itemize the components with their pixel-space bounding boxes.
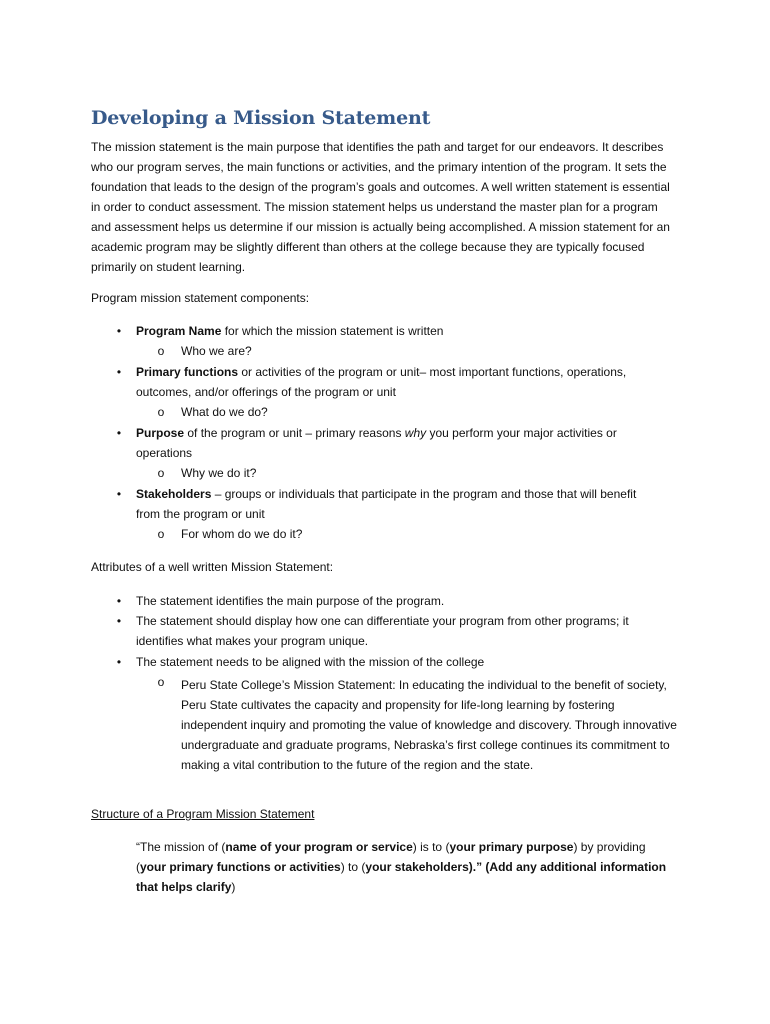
bullet-icon: • [116,426,122,440]
attribute-item: The statement needs to be aligned with the mission of the college [136,655,485,669]
template-text: ( [136,860,140,874]
template-placeholder: name of your program or service [225,840,413,854]
structure-heading: Structure of a Program Mission Statement [91,807,315,821]
college-mission-statement: Peru State College’s Mission Statement: In educating the individual to the benefit of society, Peru State cultivates the capacity and propensity for life-long learning by fostering independent inquiry and promoting the value of knowledge and discovery. Through innovative undergraduate and graduate programs, Nebraska’s first college continues its commitment to making a vital contribution to the future of the region and the state. [181,678,677,772]
intro-paragraph: The mission statement is the main purpose that identifies the path and target for our endeavors. It describes who our program serves, the main functions or activities, and the primary intention of the program. It sets the foundation that leads to the design of the program’s goals and outcomes. A well written statement is essential in order to conduct assessment. The mission statement helps us understand the master plan for a program and assessment helps us determine if our mission is actually being accomplished. A mission statement for an academic program may be slightly different than others at the college because they are typically focused primarily on student learning. [91,140,670,274]
component-term: Purpose [136,426,185,440]
component-emphasis: why [404,426,427,440]
structure-template-line-3 [136,880,235,894]
structure-template-line-2 [136,860,666,874]
template-text: ) [231,880,236,894]
component-item-program-name [136,324,443,338]
bullet-icon: • [116,655,122,669]
bullet-icon: • [116,487,122,501]
template-text: ) to ( [340,860,366,874]
component-term: Primary functions [136,365,239,379]
template-text: ) is to ( [412,840,450,854]
sub-bullet-icon: o [157,675,165,689]
sub-bullet-icon: o [157,527,165,541]
component-term: Stakeholders [136,487,212,501]
attribute-item: The statement identifies the main purpose of the program. [136,594,445,608]
component-text-continued: operations [136,446,193,460]
sub-bullet-icon: o [157,344,165,358]
component-sub-item: Why we do it? [181,466,257,480]
template-text: “The mission of ( [136,840,226,854]
bullet-icon: • [116,365,122,379]
component-sub-item: What do we do? [181,405,268,419]
bullet-icon: • [116,324,122,338]
template-placeholder: your primary purpose [449,840,574,854]
component-text-continued: outcomes, and/or offerings of the program or unit [136,385,396,399]
component-text: of the program or unit – primary reasons [184,426,405,440]
page-title: Developing a Mission Statement [91,107,431,129]
structure-template-line-1 [136,840,646,854]
component-text: – groups or individuals that participate in the program and those that will benefit [211,487,637,501]
component-item-purpose [136,426,617,440]
template-text: ) by providing [573,840,646,854]
component-item-stakeholders [136,487,636,501]
sub-bullet-icon: o [157,466,165,480]
component-text-continued: from the program or unit [136,507,265,521]
attributes-heading: Attributes of a well written Mission Statement: [91,560,334,574]
sub-bullet-icon: o [157,405,165,419]
component-text: you perform your major activities or [426,426,617,440]
component-sub-item: Who we are? [181,344,252,358]
component-term: Program Name [136,324,222,338]
component-text: or activities of the program or unit– most important functions, operations, [238,365,627,379]
bullet-icon: • [116,614,122,628]
template-placeholder: your primary functions or activities [140,860,341,874]
attribute-item: The statement should display how one can differentiate your program from other programs; it [136,614,629,628]
bullet-icon: • [116,594,122,608]
attribute-item-continued: identifies what makes your program unique. [136,634,369,648]
template-placeholder: that helps clarify [136,880,232,894]
component-item-primary-functions [136,365,626,379]
components-heading: Program mission statement components: [91,291,310,305]
component-text: for which the mission statement is written [221,324,444,338]
component-sub-item: For whom do we do it? [181,527,303,541]
template-placeholder: your stakeholders).” (Add any additional information [365,860,667,874]
